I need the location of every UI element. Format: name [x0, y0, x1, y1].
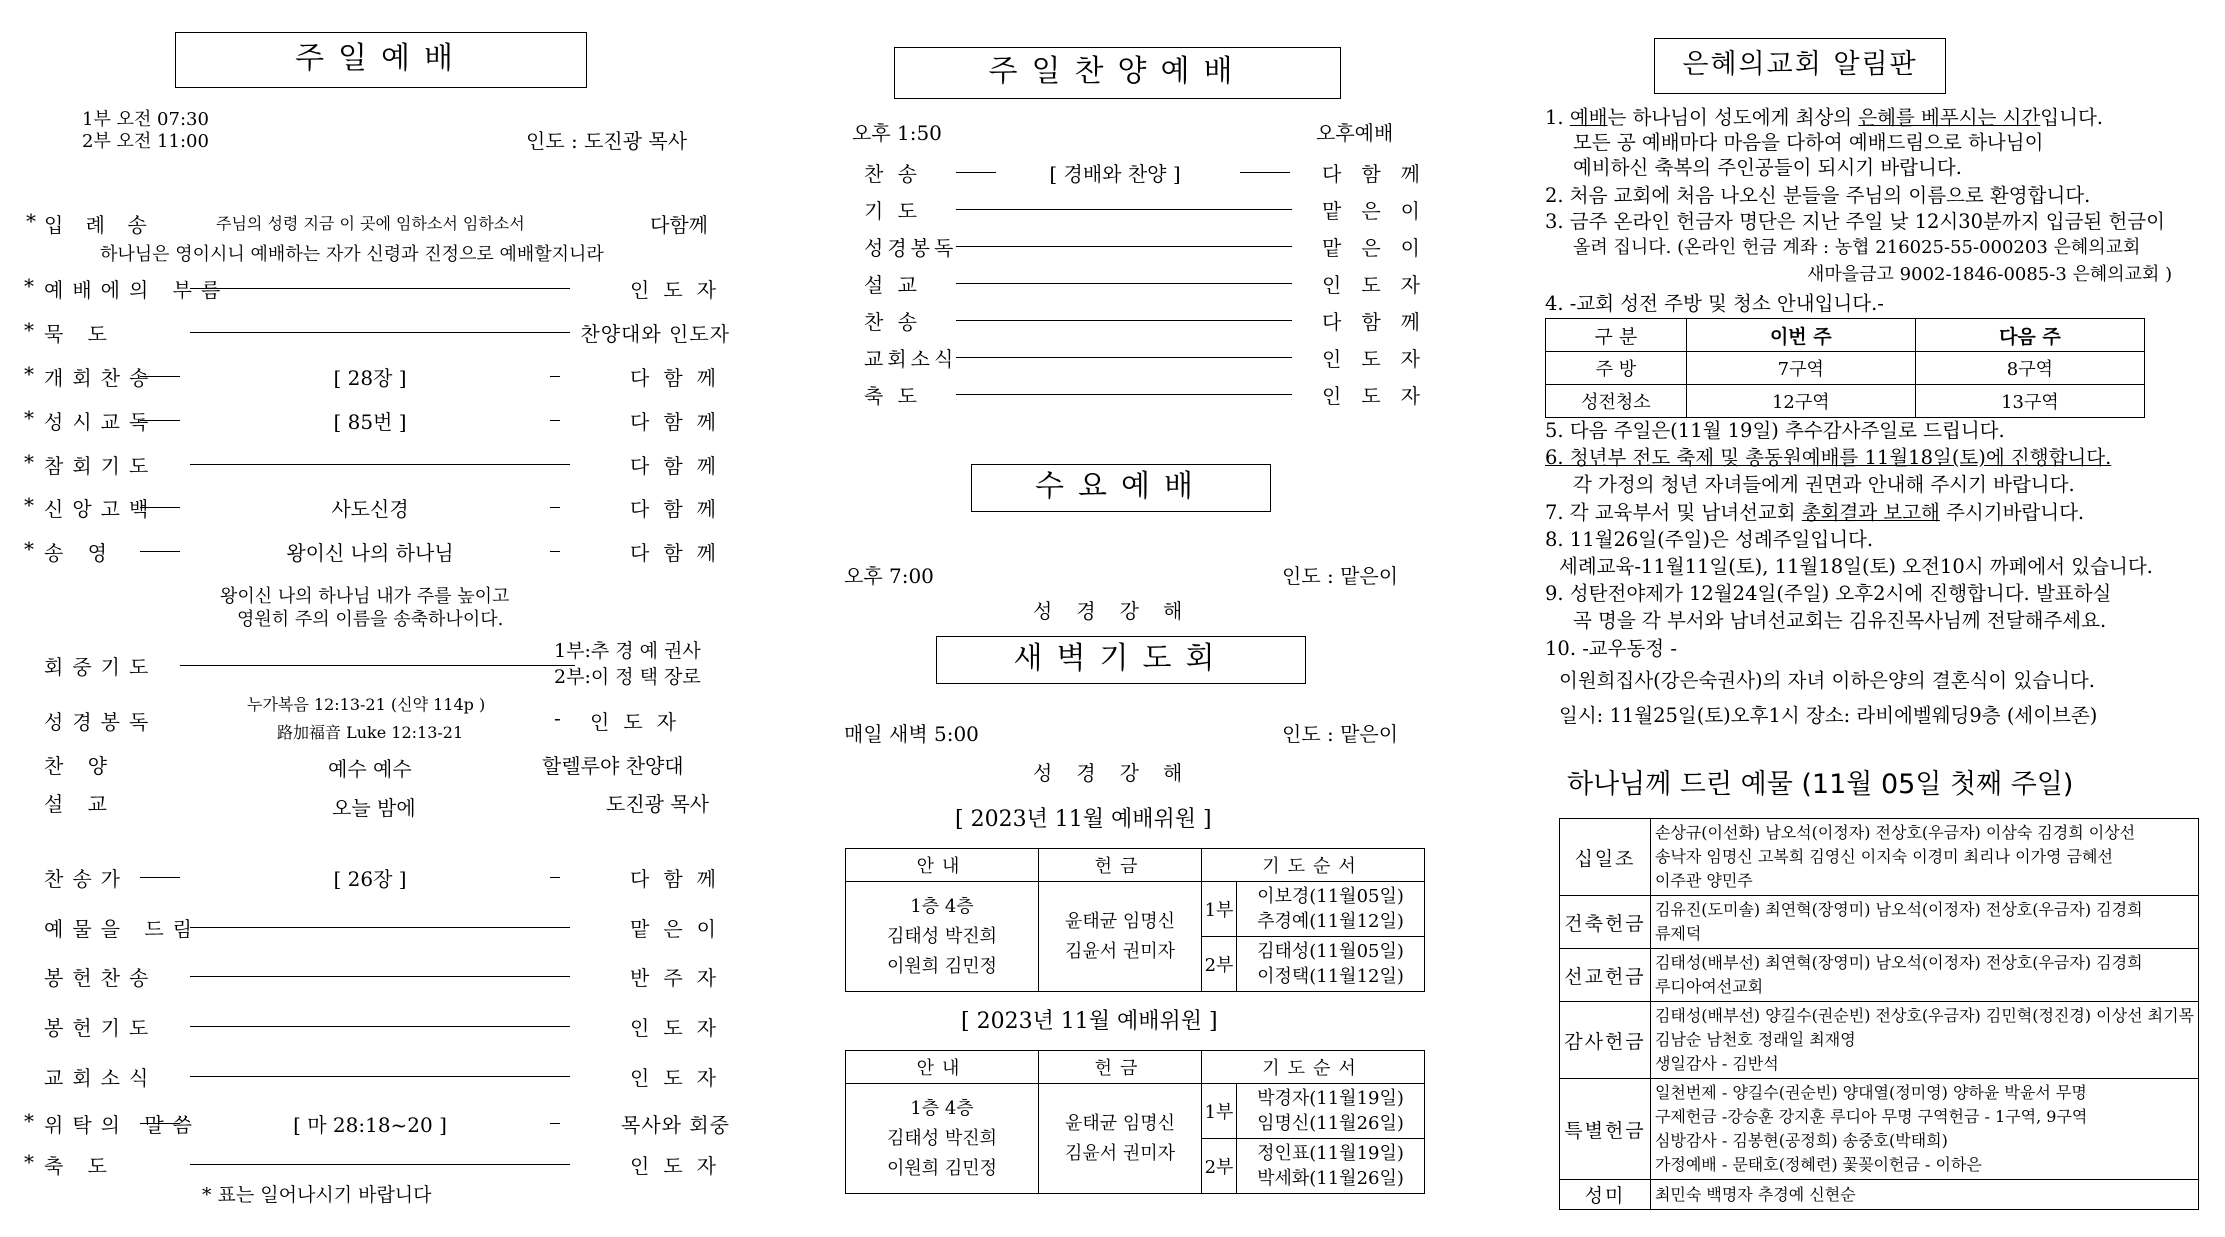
notice-6a: 6. 청년부 전도 축제 및 총동원예배를 11월18일(토)에 진행합니다.	[1545, 446, 2112, 469]
order-detail: [ 28장 ]	[333, 366, 407, 390]
table-row	[846, 1084, 1425, 1139]
sermon-label: 설 교	[44, 792, 116, 816]
dotted-leader	[550, 507, 560, 508]
asterisk-mark: *	[24, 537, 34, 561]
offering-type: 성미	[1560, 1180, 1651, 1210]
table-header-row	[846, 1051, 1425, 1084]
notice-2: 2. 처음 교회에 처음 나오신 분들을 주님의 이름으로 환영합니다.	[1545, 184, 2091, 207]
offering-line: 김남순 남천호 정래일 최재영	[1654, 1030, 1856, 1049]
dotted-leader	[550, 376, 560, 377]
dotted-leader	[956, 209, 1292, 210]
prayer-part: 2부	[1202, 1139, 1237, 1194]
notice-3a: 3. 금주 온라인 헌금자 명단은 지난 주일 낮 12시30분까지 입금된 헌금이	[1545, 210, 2165, 233]
order-row	[24, 1109, 730, 1139]
order-who: 인도자	[1322, 347, 1440, 371]
table-header: 안내	[846, 1051, 1039, 1084]
table-cell: 성전청소	[1546, 385, 1687, 418]
notice-1a: 1. 예배는 하나님이 성도에게 최상의 은혜를 베푸시는 시간입니다.	[1545, 106, 2103, 129]
service-leader: 인도 : 도진광 목사	[526, 129, 688, 153]
asterisk-mark: *	[24, 1150, 34, 1174]
dotted-leader	[180, 665, 575, 666]
order-who: 맡은이	[1322, 236, 1440, 260]
order-row	[30, 1062, 730, 1092]
order-who: 인도자	[1322, 384, 1440, 408]
offering-line: 송낙자 임명신 고복희 김영신 이지숙 이경미 최리나 이가영 금혜선	[1654, 847, 2113, 866]
notice-7: 7. 각 교육부서 및 남녀선교회 총회결과 보고해 주시기바랍니다.	[1545, 501, 2085, 524]
offering-names	[1650, 896, 2198, 949]
order-row	[30, 913, 730, 943]
dawn-time: 매일 새벽 5:00	[844, 722, 979, 746]
service-time-1: 1부 오전 07:30	[82, 109, 209, 130]
committee-table-1	[845, 848, 1425, 992]
cleaning-table	[1545, 318, 2145, 418]
asterisk-mark: *	[24, 318, 34, 342]
offering-line: 구제헌금 -강승훈 강지훈 루디아 무명 구역헌금 - 1구역, 9구역	[1654, 1107, 2088, 1126]
prayer-name: 임명신(11월26일)	[1257, 1113, 1404, 1134]
praise-service-column	[840, 0, 1440, 1237]
offering-line: 루디아여선교회	[1654, 977, 1764, 996]
order-label: 송 영	[44, 541, 116, 565]
order-row	[30, 1012, 730, 1042]
offering-type: 십일조	[1560, 819, 1651, 896]
reading-ref-1: 누가복음 12:13-21 (신약 114p )	[247, 695, 486, 714]
praise-who: 할렐루야 찬양대	[542, 754, 684, 778]
dotted-leader	[140, 507, 180, 508]
table-cell: 8구역	[1915, 352, 2144, 385]
notice-1c: 예비하신 축복의 주인공들이 되시기 바랍니다.	[1573, 156, 1962, 179]
offering-name: 김윤서 권미자	[1064, 1142, 1176, 1164]
order-detail: [ 85번 ]	[333, 410, 407, 434]
offering-names	[1650, 949, 2198, 1002]
order-label: 예물을 드림	[44, 917, 201, 941]
guide-name: 김태성 박진희	[886, 1127, 998, 1149]
notice-10b: 이원희집사(강은숙권사)의 자녀 이하은양의 결혼식이 있습니다.	[1559, 669, 2095, 692]
order-label: 성시교독	[44, 410, 158, 434]
guide-cell	[846, 1084, 1039, 1194]
offering-line: 심방감사 - 김봉현(공정희) 송중호(박태희)	[1654, 1131, 1948, 1150]
dotted-leader	[140, 376, 180, 377]
order-label: 예배에의 부름	[44, 278, 230, 302]
order-label: 신앙고백	[44, 497, 158, 521]
dotted-leader	[190, 288, 570, 289]
notice-8a: 8. 11월26일(주일)은 성례주일입니다.	[1545, 528, 1874, 551]
dotted-leader	[956, 283, 1292, 284]
offering-cell	[1039, 882, 1202, 992]
notice-10: 10. -교우동정 -	[1545, 637, 1677, 660]
order-row	[840, 158, 1440, 188]
order-detail: [ 경배와 찬양 ]	[1049, 162, 1181, 186]
notice-3b: 올려 집니다. (온라인 헌금 계좌 : 농협 216025-55-000203 은혜의교회	[1573, 237, 2141, 258]
prayer-names	[1237, 937, 1425, 992]
dotted-leader	[140, 551, 180, 552]
song-verse-2: 영원히 주의 이름을 송축하나이다.	[237, 609, 504, 630]
reading-who: 인도자	[590, 710, 690, 734]
notice-6b: 각 가정의 청년 자녀들에게 권면과 안내해 주시기 바랍니다.	[1573, 473, 2075, 496]
asterisk-mark: *	[24, 450, 34, 474]
table-row	[1560, 819, 2199, 896]
order-label: 기 도	[864, 199, 921, 223]
table-row	[1560, 949, 2199, 1002]
order-who: 다함께	[1322, 310, 1440, 334]
order-who: 목사와 회중	[621, 1113, 730, 1137]
offering-line: 이주관 양민주	[1654, 871, 1753, 890]
order-row	[24, 318, 730, 348]
order-who: 다함께	[630, 541, 730, 565]
order-row	[840, 232, 1440, 262]
sermon-title: 오늘 밤에	[332, 796, 416, 820]
notice-8b: 세례교육-11월11일(토), 11월18일(토) 오전10시 까페에서 있습니다.	[1559, 555, 2153, 578]
reading-label: 성경봉독	[44, 710, 158, 734]
committee-title-2: [ 2023년 11월 예배위원 ]	[961, 1009, 1218, 1034]
prayer-part: 2부	[1202, 937, 1237, 992]
notice-5: 5. 다음 주일은(11월 19일) 추수감사주일로 드립니다.	[1545, 419, 2005, 442]
table-row	[1546, 352, 2145, 385]
order-who: 다함께	[1322, 162, 1440, 186]
praise-label: 찬 양	[44, 754, 116, 778]
dotted-leader	[140, 1123, 180, 1124]
offering-line: 생일감사 - 김반석	[1654, 1054, 1779, 1073]
order-row	[24, 493, 730, 523]
order-who: 다함께	[630, 410, 730, 434]
order-row	[840, 306, 1440, 336]
dotted-leader	[1240, 172, 1290, 173]
order-label: 교회소식	[44, 1066, 158, 1090]
order-who: 인도자	[630, 1066, 730, 1090]
order-row	[24, 450, 730, 480]
entrance-who: 다함께	[650, 213, 708, 237]
order-label: 봉헌찬송	[44, 966, 158, 990]
dotted-leader	[550, 1123, 560, 1124]
prayer-name: 김태성(11월05일)	[1257, 941, 1404, 962]
dash: -	[554, 706, 561, 730]
offering-names	[1650, 1079, 2198, 1180]
order-who: 다함께	[630, 867, 730, 891]
order-who: 다함께	[630, 497, 730, 521]
prayer-names	[1237, 1084, 1425, 1139]
dotted-leader	[140, 877, 180, 878]
wednesday-content: 성경강해	[1033, 599, 1207, 623]
dotted-leader	[190, 332, 570, 333]
prayer-label: 회중기도	[44, 655, 158, 679]
dawn-title: 새벽기도회	[936, 636, 1306, 684]
song-verse-1: 왕이신 나의 하나님 내가 주를 높이고	[220, 586, 510, 607]
offering-name: 윤태균 임명신	[1064, 1112, 1176, 1134]
wednesday-title: 수요예배	[971, 464, 1271, 512]
order-detail: 사도신경	[331, 497, 409, 521]
order-row	[24, 1150, 730, 1180]
table-header: 기도순서	[1202, 849, 1425, 882]
offering-title: 하나님께 드린 예물 (11월 05일 첫째 주일)	[1567, 769, 2074, 800]
praise-service-title: 주일찬양예배	[894, 47, 1341, 99]
table-header: 다음 주	[1915, 319, 2144, 352]
order-who: 맡은이	[630, 917, 730, 941]
guide-name: 김태성 박진희	[886, 925, 998, 947]
dawn-content: 성경강해	[1033, 761, 1207, 785]
table-header-row	[846, 849, 1425, 882]
order-who: 인도자	[630, 1154, 730, 1178]
order-label: 성경봉독	[864, 236, 958, 260]
order-row	[24, 406, 730, 436]
sermon-who: 도진광 목사	[606, 792, 709, 816]
guide-name: 1층 4층	[910, 1097, 974, 1119]
order-row	[24, 274, 730, 304]
order-row	[30, 863, 730, 893]
guide-name: 이원희 김민정	[886, 955, 998, 977]
dotted-leader	[956, 357, 1292, 358]
service-time-2: 2부 오전 11:00	[82, 131, 209, 152]
reading-ref-2: 路加福音 Luke 12:13-21	[277, 723, 464, 742]
dotted-leader	[956, 394, 1292, 395]
asterisk-mark: *	[24, 362, 34, 386]
order-who: 다함께	[630, 454, 730, 478]
table-cell: 주 방	[1546, 352, 1687, 385]
table-header: 구 분	[1546, 319, 1687, 352]
entrance-verse: 하나님은 영이시니 예배하는 자가 신령과 진정으로 예배할지니라	[100, 244, 604, 265]
order-who: 인도자	[1322, 273, 1440, 297]
table-header: 헌금	[1039, 849, 1202, 882]
dotted-leader	[140, 420, 180, 421]
dotted-leader	[190, 1026, 570, 1027]
table-row	[1560, 1002, 2199, 1079]
prayer-name: 이보경(11월05일)	[1257, 886, 1404, 907]
asterisk-mark: *	[24, 274, 34, 298]
notice-board-title: 은혜의교회 알림판	[1654, 38, 1946, 94]
sunday-service-title: 주일예배	[175, 32, 587, 88]
committee-title-1: [ 2023년 11월 예배위원 ]	[955, 807, 1212, 832]
notice-board-column	[1545, 0, 2210, 1237]
dotted-leader	[190, 1076, 570, 1077]
prayer-name: 추경예(11월12일)	[1257, 911, 1404, 932]
notice-1b: 모든 공 예배마다 마음을 다하여 예배드림으로 하나님이	[1573, 131, 2044, 154]
entrance-label: 입 례 송	[44, 213, 155, 237]
dotted-leader	[190, 1164, 570, 1165]
offering-line: 김태성(배부선) 양길수(권순빈) 전상호(우금자) 김민혁(정진경) 이상선 최기목	[1654, 1006, 2194, 1025]
committee-table-2	[845, 1050, 1425, 1194]
dotted-leader	[956, 172, 996, 173]
dotted-leader	[956, 246, 1292, 247]
offering-name: 윤태균 임명신	[1064, 910, 1176, 932]
table-header: 이번 주	[1686, 319, 1915, 352]
table-row	[1560, 1180, 2199, 1210]
praise-type: 오후예배	[1316, 121, 1394, 145]
sunday-service-column	[24, 0, 730, 1237]
praise-title: 예수 예수	[328, 757, 412, 781]
order-who: 다함께	[630, 366, 730, 390]
order-row	[840, 269, 1440, 299]
asterisk-mark: *	[24, 493, 34, 517]
order-row	[24, 537, 730, 567]
offering-names	[1650, 819, 2198, 896]
notice-9b: 곡 명을 각 부서와 남녀선교회는 김유진목사님께 전달해주세요.	[1573, 609, 2107, 632]
order-label: 찬 송	[864, 162, 921, 186]
offering-line: 류제덕	[1654, 924, 1702, 943]
order-label: 위탁의 말씀	[44, 1113, 201, 1137]
table-cell: 13구역	[1915, 385, 2144, 418]
table-row	[1560, 1079, 2199, 1180]
prayer-who-2: 2부:이 정 택 장로	[554, 666, 701, 688]
order-label: 축 도	[44, 1154, 116, 1178]
order-label: 찬 송	[864, 310, 921, 334]
dotted-leader	[956, 320, 1292, 321]
offering-line: 가정예배 - 문태호(정혜련) 꽃꽂이헌금 - 이하은	[1654, 1155, 1982, 1174]
prayer-who-1: 1부:추 경 예 권사	[554, 640, 701, 662]
order-label: 설 교	[864, 273, 921, 297]
offering-line: 일천번제 - 양길수(권순빈) 양대열(정미영) 양하윤 박윤서 무명	[1654, 1083, 2087, 1102]
offering-cell	[1039, 1084, 1202, 1194]
order-label: 묵 도	[44, 322, 116, 346]
offering-line: 김유진(도미솔) 최연혁(장영미) 남오석(이정자) 전상호(우금자) 김경희	[1654, 900, 2143, 919]
asterisk-mark: *	[24, 1109, 34, 1133]
prayer-name: 박세화(11월26일)	[1257, 1168, 1404, 1189]
table-row	[1546, 385, 2145, 418]
order-detail: [ 26장 ]	[333, 867, 407, 891]
entrance-hymn: 주님의 성령 지금 이 곳에 임하소서 임하소서	[216, 214, 525, 233]
praise-time: 오후 1:50	[852, 121, 942, 145]
dawn-leader: 인도 : 맡은이	[1282, 722, 1399, 746]
offering-names	[1650, 1002, 2198, 1079]
offering-type: 특별헌금	[1560, 1079, 1651, 1180]
order-who: 맡은이	[1322, 199, 1440, 223]
prayer-names	[1237, 882, 1425, 937]
offering-table	[1559, 818, 2199, 1210]
asterisk-mark: *	[24, 406, 34, 430]
dotted-leader	[190, 927, 570, 928]
dotted-leader	[550, 877, 560, 878]
dotted-leader	[550, 420, 560, 421]
order-row	[840, 195, 1440, 225]
offering-type: 감사헌금	[1560, 1002, 1651, 1079]
offering-type: 선교헌금	[1560, 949, 1651, 1002]
guide-name: 이원희 김민정	[886, 1157, 998, 1179]
notice-3c: 새마을금고 9002-1846-0085-3 은혜의교회 )	[1807, 264, 2173, 285]
order-row	[840, 343, 1440, 373]
prayer-part: 1부	[1202, 882, 1237, 937]
order-row	[840, 380, 1440, 410]
order-who: 인도자	[630, 278, 730, 302]
prayer-name: 박경자(11월19일)	[1257, 1088, 1404, 1109]
order-label: 교회소식	[864, 347, 958, 371]
order-label: 봉헌기도	[44, 1016, 158, 1040]
offering-name: 김윤서 권미자	[1064, 940, 1176, 962]
order-who: 반주자	[630, 966, 730, 990]
table-cell: 12구역	[1686, 385, 1915, 418]
dotted-leader	[190, 976, 570, 977]
prayer-name: 정인표(11월19일)	[1257, 1143, 1404, 1164]
order-label: 축 도	[864, 384, 921, 408]
guide-cell	[846, 882, 1039, 992]
table-header-row	[1546, 319, 2145, 352]
asterisk-mark: *	[26, 209, 36, 233]
table-header: 헌금	[1039, 1051, 1202, 1084]
table-header: 안내	[846, 849, 1039, 882]
dotted-leader	[190, 464, 570, 465]
order-row	[24, 362, 730, 392]
offering-line: 최민숙 백명자 추경예 신현순	[1654, 1184, 1856, 1204]
notice-10c: 일시: 11월25일(토)오후1시 장소: 라비에벨웨딩9층 (세이브존)	[1559, 704, 2098, 727]
order-who: 찬양대와 인도자	[580, 322, 730, 346]
notice-4: 4. -교회 성전 주방 및 청소 안내입니다.-	[1545, 292, 1884, 315]
table-row	[846, 882, 1425, 937]
table-header: 기도순서	[1202, 1051, 1425, 1084]
order-detail: [ 마 28:18~20 ]	[293, 1113, 447, 1137]
order-who: 인도자	[630, 1016, 730, 1040]
prayer-name: 이정택(11월12일)	[1257, 966, 1404, 987]
order-label: 개회찬송	[44, 366, 158, 390]
order-row	[30, 962, 730, 992]
prayer-part: 1부	[1202, 1084, 1237, 1139]
prayer-names	[1237, 1139, 1425, 1194]
offering-line: 김태성(배부선) 최연혁(장영미) 남오석(이정자) 전상호(우금자) 김경희	[1654, 953, 2143, 972]
offering-line: 손상규(이선화) 남오석(이정자) 전상호(우금자) 이삼숙 김경희 이상선	[1654, 823, 2136, 842]
offering-type: 건축헌금	[1560, 896, 1651, 949]
table-row	[1560, 896, 2199, 949]
order-label: 찬송가	[44, 867, 129, 891]
order-detail: 왕이신 나의 하나님	[286, 541, 454, 565]
offering-names	[1650, 1180, 2198, 1210]
order-label: 참회기도	[44, 454, 158, 478]
table-cell: 7구역	[1686, 352, 1915, 385]
footnote: * 표는 일어나시기 바랍니다	[202, 1184, 432, 1206]
guide-name: 1층 4층	[910, 895, 974, 917]
dotted-leader	[550, 551, 560, 552]
wednesday-time: 오후 7:00	[844, 564, 934, 588]
wednesday-leader: 인도 : 맡은이	[1282, 564, 1399, 588]
notice-9a: 9. 성탄전야제가 12월24일(주일) 오후2시에 진행합니다. 발표하실	[1545, 582, 2112, 605]
